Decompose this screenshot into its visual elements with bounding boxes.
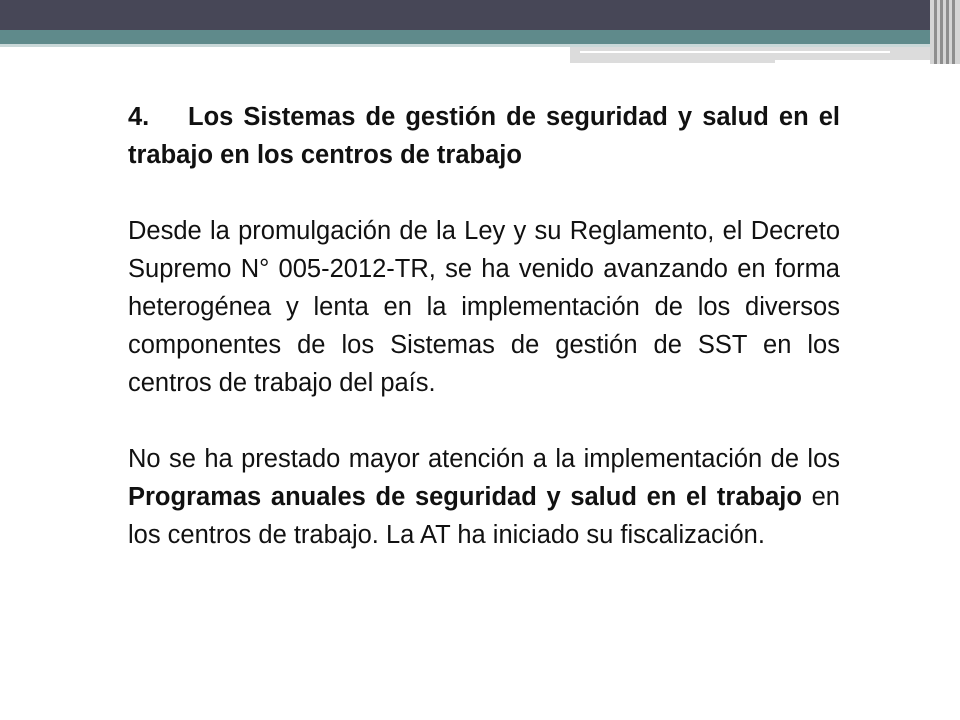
spacer bbox=[128, 174, 840, 212]
header-divider-line-short bbox=[775, 60, 930, 63]
paragraph-2 bbox=[128, 440, 840, 554]
header-side-ornament bbox=[930, 0, 960, 64]
slide-body bbox=[128, 98, 840, 554]
header-accent-band bbox=[0, 30, 930, 44]
paragraph-1: Desde la promulgación de la Ley y su Reglamento, el Decreto Supremo N° 005-2012-TR, se ha venido avanzando en forma heterogénea y lenta en la implementación de los diversos componentes de los Sistemas de gestión de SST en los centros de trabajo del país. bbox=[128, 217, 840, 397]
ornament-stripe bbox=[934, 0, 937, 64]
spacer bbox=[128, 402, 840, 440]
ornament-stripe bbox=[952, 0, 955, 64]
ornament-stripe bbox=[946, 0, 949, 64]
header-bar bbox=[0, 0, 960, 30]
section-title: Los Sistemas de gestión de seguridad y salud en el trabajo en los centros de trabajo bbox=[128, 103, 840, 169]
paragraph-2-text-end: en los centros de trabajo. La AT ha iniciado su fiscalización. bbox=[128, 483, 840, 549]
paragraph-2-emphasis: Programas anuales de seguridad y salud en el trabajo bbox=[128, 483, 802, 511]
section-number: 4. bbox=[128, 103, 150, 131]
header-divider-line bbox=[580, 51, 890, 53]
ornament-stripe bbox=[940, 0, 943, 64]
paragraph-2-text-start: No se ha prestado mayor atención a la implementación de los bbox=[128, 445, 840, 473]
section-heading bbox=[128, 98, 840, 174]
